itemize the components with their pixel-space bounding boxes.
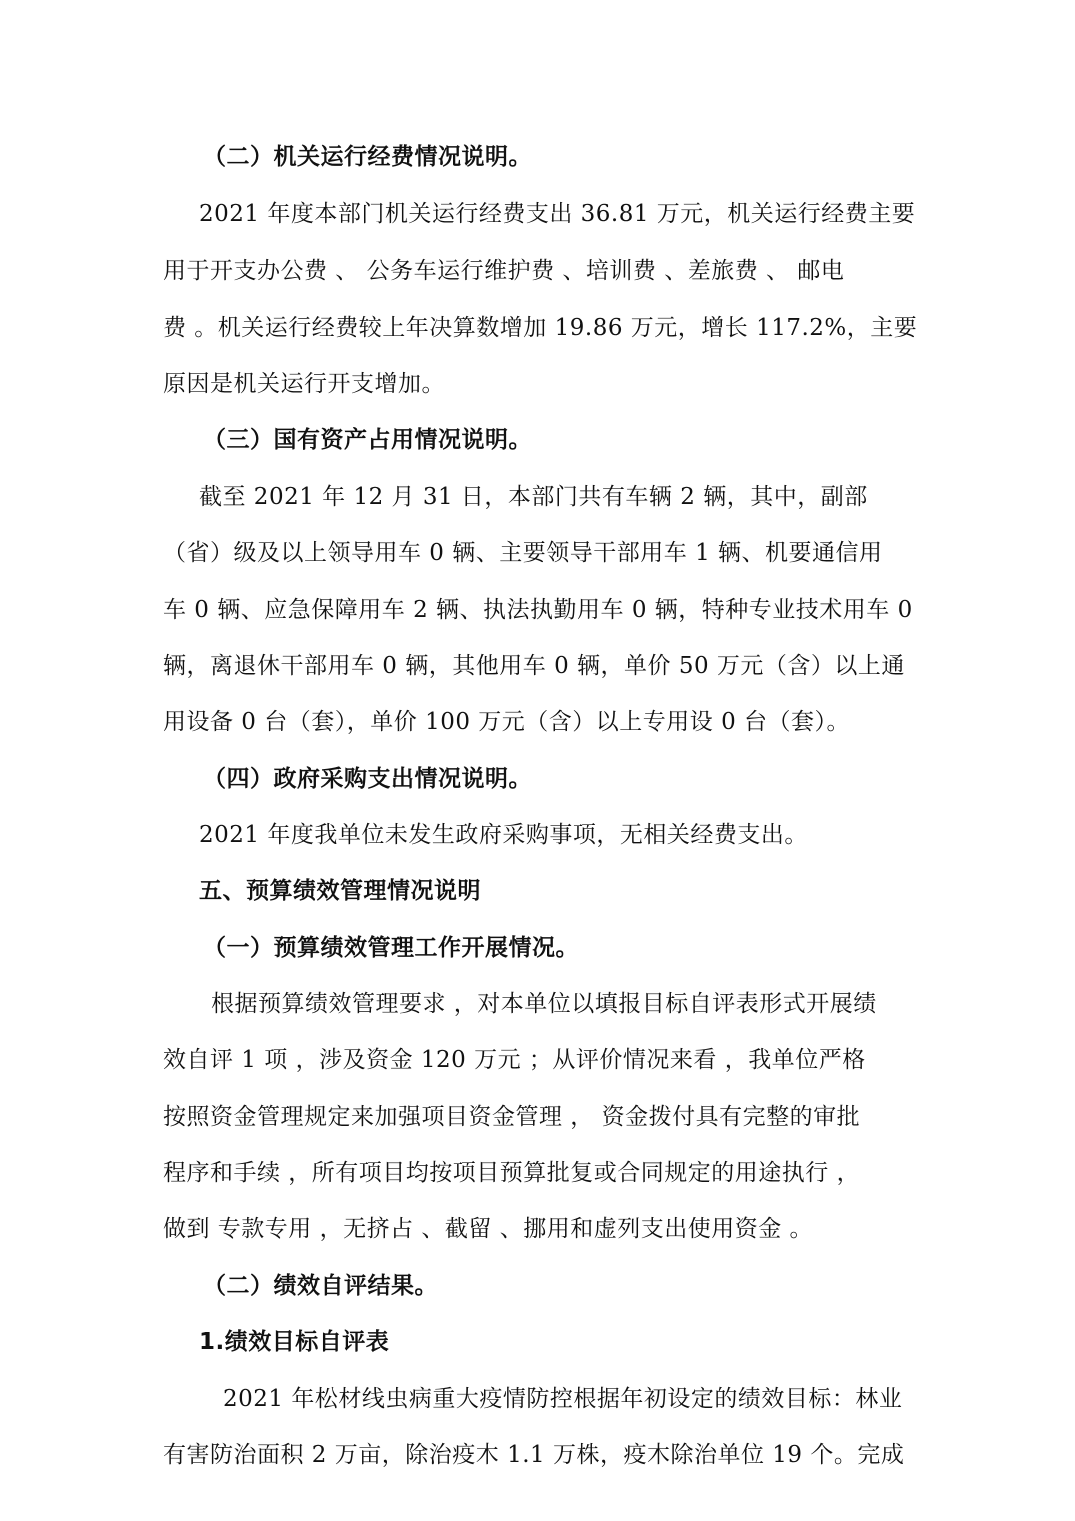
paragraph-line: 辆，离退休干部用车 0 辆，其他用车 0 辆，单价 50 万元（含）以上通 <box>163 653 905 679</box>
paragraph-line: 效自评 1 项 ，涉及资金 120 万元 ；从评价情况来看 ，我单位严格 <box>163 1047 866 1073</box>
paragraph-line: 2021 年松材线虫病重大疫情防控根据年初设定的绩效目标：林业 <box>223 1386 903 1412</box>
paragraph-line: 2021 年度我单位未发生政府采购事项，无相关经费支出。 <box>199 822 808 848</box>
chapter-heading-performance: 五、预算绩效管理情况说明 <box>199 878 481 904</box>
paragraph-line: 截至 2021 年 12 月 31 日，本部门共有车辆 2 辆，其中，副部 <box>199 484 868 510</box>
paragraph-line: 费 。机关运行经费较上年决算数增加 19.86 万元，增长 117.2%，主要 <box>163 315 918 341</box>
paragraph-line: 有害防治面积 2 万亩，除治疫木 1.1 万株，疫木除治单位 19 个。完成 <box>163 1442 905 1468</box>
section-heading-procurement: （四）政府采购支出情况说明。 <box>203 766 532 792</box>
section-heading-admin-expenses: （二）机关运行经费情况说明。 <box>203 144 532 170</box>
paragraph-line: 用于开支办公费 、 公务车运行维护费 、培训费 、差旅费 、 邮电 <box>163 258 845 284</box>
paragraph-line: 原因是机关运行开支增加。 <box>163 371 445 397</box>
paragraph-line: 程序和手续 ，所有项目均按项目预算批复或合同规定的用途执行 ， <box>163 1160 861 1186</box>
paragraph-line: 按照资金管理规定来加强项目资金管理 ， 资金拨付具有完整的审批 <box>163 1104 861 1130</box>
paragraph-line: 做到 专款专用 ，无挤占 、截留 、挪用和虚列支出使用资金 。 <box>163 1216 814 1242</box>
section-heading-performance-work: （一）预算绩效管理工作开展情况。 <box>203 935 579 961</box>
paragraph-line: 根据预算绩效管理要求 ，对本单位以填报目标自评表形式开展绩 <box>211 991 877 1017</box>
section-heading-state-assets: （三）国有资产占用情况说明。 <box>203 427 532 453</box>
paragraph-line: 车 0 辆、应急保障用车 2 辆、执法执勤用车 0 辆，特种专业技术用车 0 <box>163 597 913 623</box>
paragraph-line: 2021 年度本部门机关运行经费支出 36.81 万元，机关运行经费主要 <box>199 201 916 227</box>
paragraph-line: 用设备 0 台（套），单价 100 万元（含）以上专用设 0 台（套）。 <box>163 709 851 735</box>
subsection-heading-goal-table: 1.绩效目标自评表 <box>199 1329 390 1355</box>
paragraph-line: （省）级及以上领导用车 0 辆、主要领导干部用车 1 辆、机要通信用 <box>163 540 883 566</box>
section-heading-self-evaluation: （二）绩效自评结果。 <box>203 1273 438 1299</box>
